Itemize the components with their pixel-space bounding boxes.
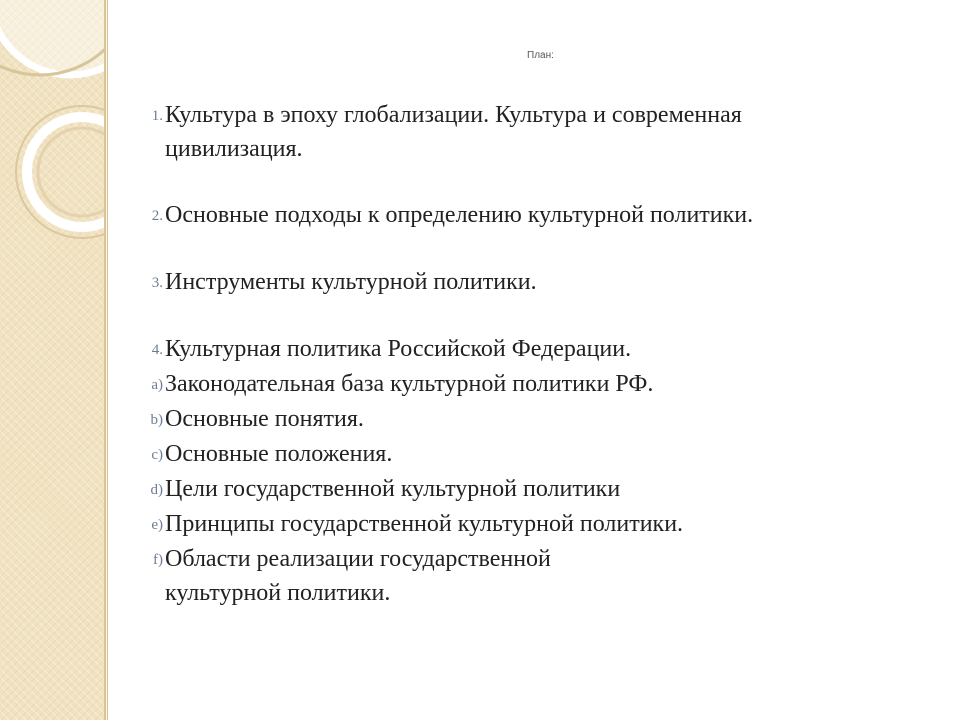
list-item-text: Области реализации государственной культурной политики. (165, 546, 551, 606)
list-item-text: Основные положения. (165, 441, 393, 467)
list-spacer (116, 233, 916, 265)
list-subitem (116, 367, 916, 402)
list-item (116, 98, 916, 166)
list-subitem (116, 437, 916, 472)
list-item-text: Цели государственной культурной политики (165, 476, 621, 502)
list-marker: b) (150, 412, 163, 428)
ring-top-fill (0, 0, 108, 75)
ring-middle-inner (38, 128, 108, 216)
list-marker: a) (151, 377, 163, 393)
list-item (116, 198, 916, 233)
list-item (116, 332, 916, 367)
list-subitem (116, 542, 916, 610)
list-marker: e) (151, 517, 163, 533)
list-subitem (116, 402, 916, 437)
list-item-text: Основные подходы к определению культурной политики. (165, 202, 754, 228)
decorative-rings (0, 0, 108, 260)
list-item-text: Культура в эпоху глобализации. Культура и современная цивилизация. (165, 102, 742, 162)
list-subitem (116, 507, 916, 542)
list-marker: 2. (151, 208, 163, 224)
list-subitem (116, 472, 916, 507)
list-item-text: Инструменты культурной политики. (165, 269, 537, 295)
list-marker: 4. (151, 342, 163, 358)
list-marker: d) (150, 482, 163, 498)
list-marker: 1. (151, 108, 163, 124)
list-spacer (116, 300, 916, 332)
list-item-text: Основные понятия. (165, 406, 364, 432)
list-marker: 3. (151, 275, 163, 291)
list-item-text: Законодательная база культурной политики РФ. (165, 371, 654, 397)
plan-list (116, 98, 916, 610)
slide-title: План: (527, 50, 554, 61)
list-spacer (116, 166, 916, 198)
list-item-text: Культурная политика Российской Федерации. (165, 336, 632, 362)
list-item (116, 265, 916, 300)
list-marker: f) (153, 552, 163, 568)
list-item-text: Принципы государственной культурной политики. (165, 511, 684, 537)
list-marker: c) (151, 447, 163, 463)
